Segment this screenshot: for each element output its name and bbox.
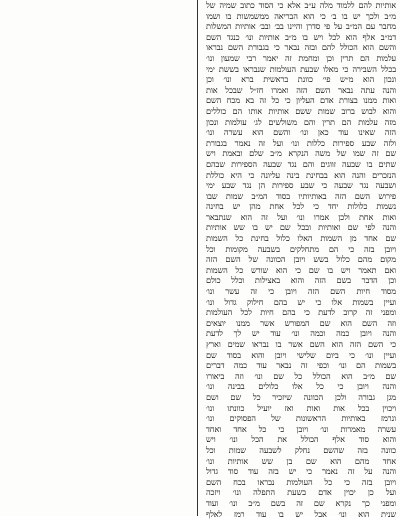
right-column-line: שם מ״ב הוא הכולל כל שם ונו׳ וזה ביאורו (206, 371, 396, 382)
right-column-line: בכלל השבירה כי מאלו שבעת העולמות שנבראו בששת ימי (206, 64, 396, 75)
right-column-line: ונכון הוא מ״ש פי׳ כוונת בראשית ברא ונו׳ וכן (206, 74, 396, 85)
right-column-line: והוא לבוש ברוב שמות ששם אותיות אותו הם כוללים (206, 106, 396, 117)
right-column-line: ועל כן יכוין אדם בשעת התפלה ונו׳ ויזכה (206, 487, 396, 498)
right-column-line: כוונה בזה שהשם נחלק לשבעה שמות וכל (206, 445, 396, 456)
right-column-line: וכן הדבר בשם הזה והוא באצילות וכלל כולם (206, 275, 396, 286)
right-column-line: וזה השם הוא שם המפורש אשר ממנו יוצאים (206, 318, 396, 329)
right-column-line: שתים בו שבעה זווגים והם נגד שבעה הספירות שבהם (206, 159, 396, 170)
right-column-line: ומפני כך נקרא שם זה בשם מ״ב ונו׳ ועוד (206, 498, 396, 509)
right-column-line: הנזכרים והנה הוא בבחינת בינה עליונה כי היא כוללת (206, 170, 396, 181)
right-column-line: ולזה שבע ספירות כללות ונו׳ ועל זה נאמר בגבורת (206, 138, 396, 149)
right-column-line: והוא סוד אלף הכולל את הכל ונו׳ ויש (206, 434, 396, 445)
right-column-line: מקום מהם כלול בשש ויובן הכוונה של השם הזה (206, 254, 396, 265)
right-column-line: ומפני זה קרוב לדעת כי בהם חיות לכל העולמות (206, 307, 396, 318)
right-column-line: והנה עתה נבאר השם הזה ואמרו חז״ל שבכל אות (206, 85, 396, 96)
right-column-line: עלמות הם תרין וכן ומחמת זה יאמר רבי שמעון ונו׳ (206, 53, 396, 64)
right-column-line: והנה לפי שם ואותיות ובכל שם יש בו שש אותיות (206, 222, 396, 233)
right-column-line: מזה עלמות הם תרין והם משולשים לג׳ עולמות ונכון (206, 117, 396, 128)
right-column-line: עשרה מאמרות ונו׳ ויובן כי כל אחד ואחד (206, 424, 396, 435)
column-divider (197, 0, 198, 516)
right-column-line: שם זה שמו של משה הנקרא מ״ב שלם ובאמת ויש (206, 148, 396, 159)
right-column-line: הזה שאינו עוד כאן ונו׳ והשם הוא עשרה ונו׳ (206, 127, 396, 138)
right-column-line: ואות אחת ולכן אמרו ונו׳ ועל זה הוא שנתבאר (206, 212, 396, 223)
right-column-line: ושבעה נגד שבעה כי שבע ספירות הן נגד שבע ימי (206, 180, 396, 191)
right-column-line: ויובן בזה כי הם מתחלקים בשבעה מקומות וכל (206, 244, 396, 255)
right-column-line: ואם תאמר ויש בו שם כי הוא שורש כל השמות (206, 265, 396, 276)
right-column-line: אחד מהם הוא שם בן שש אותיות ונו׳ (206, 456, 396, 467)
right-column-line: ויובן בזה כי כל העולמות נבראו בכח השם (206, 477, 396, 488)
right-column-line: מחבר עם המ״ב על פי סדרן והיינו בב׳ ובב׳ אותיות המשלות (206, 21, 396, 32)
right-column-line: מסוד חיות השם הזה ויובן כי זה עשר ונו׳ (206, 286, 396, 297)
right-column-line: ויכוין בכל אות ואות ואז יועיל כוונתו ונו׳ (206, 403, 396, 414)
right-column-line: והנה ויובן כי כל אלו כלולים בבינה ונו׳ (206, 381, 396, 392)
right-column-line: והנה ויובן כמה וכמה ונו׳ עוד יש לך לדעת (206, 328, 396, 339)
right-column-line: נשמות כלולות יחד כי לכל אחת מהן יש בחינה (206, 201, 396, 212)
right-column-line: שם אחד מן השמות האלו כלול בחינת כל השמות (206, 233, 396, 244)
right-column-line: דמ״ב אלף הוא לכל ויש בו מ״ב אותיות ונו׳ כנגד השם (206, 32, 396, 43)
right-column-line: והנה על זה נאמר כי יש בזה עוד סוד גדול (206, 466, 396, 477)
right-text-column (206, 0, 396, 519)
right-column-line: ועיין ונו׳ כי ביום שלישי ויובן והוא בסוד שם (206, 350, 396, 361)
right-column-line: ועיין בשמות אלו כי יש בהם חילוק גדול ונו׳ (206, 297, 396, 308)
right-column-line: כי השם הזה הוא השם אשר בו נבראו שמים וארץ (206, 339, 396, 350)
right-column-line: שנית הוא ונו׳ אבל יש בו עוד רמז לאלף (206, 509, 396, 519)
right-column-line: ואות ממנו בצורת אדם העליון כי כל זה בא מכח השם (206, 95, 396, 106)
right-column-line: מ״ב ולכך יש בו ב׳ כי הוא הבריאה ממשמשות בו ושמו (206, 11, 396, 22)
right-column-line: מגן גבורה ולכן הכוונה שיזכיר כל שם ושם (206, 392, 396, 403)
right-column-line: בשמות הם ונו׳ וכפי זה נבאר עוד כמה דברים (206, 360, 396, 371)
right-column-line: והשם הוא הכולל להם ובזה נבאר כי בגבורת השם נבראו (206, 42, 396, 53)
right-column-line: אותיות להם ללמוד מלה ע״ב אלא כי הסוד כתוב שמיה של (206, 0, 396, 11)
right-column-line: ונרמז באותיות הראשונות של הפסוקים ונו׳ (206, 413, 396, 424)
right-column-line: פירוש השם הזה באותיותיו בסוד המ״ב שמות שבו (206, 191, 396, 202)
